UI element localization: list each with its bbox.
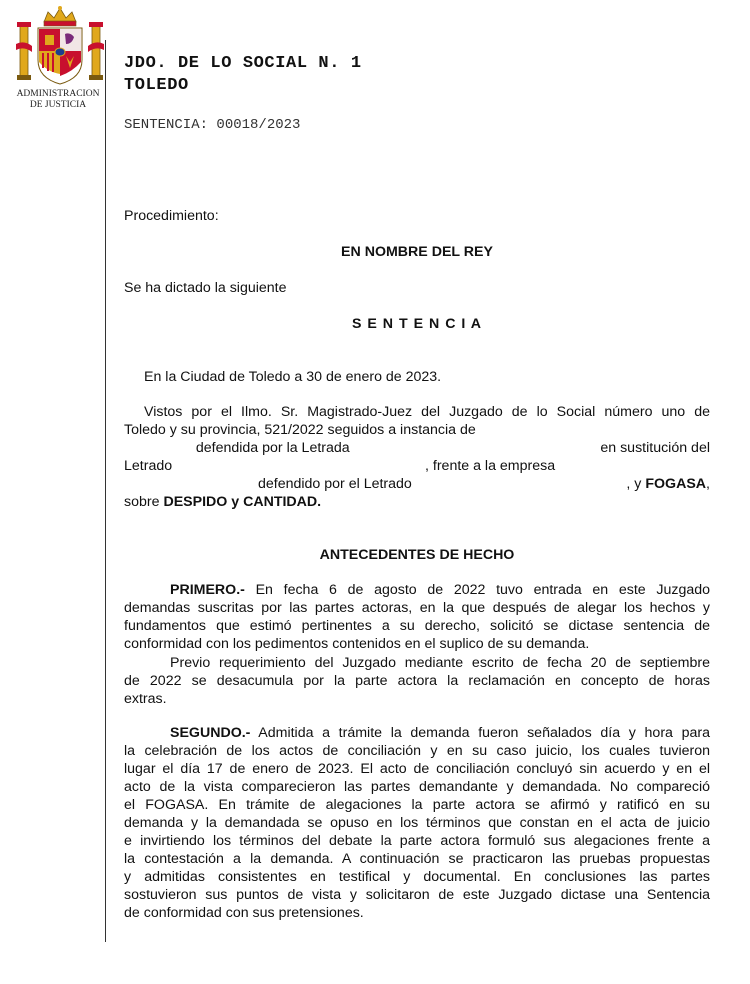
vistos-line-5b: , y [626, 476, 642, 492]
primero-line-4: conformidad con los pedimentos contenidos en el suplico de su demanda. [124, 636, 590, 652]
primero-line-1 [124, 581, 710, 599]
segundo-line-8: la contestación a la demanda. A continuación se practicaron las pruebas propuestas [124, 851, 710, 867]
segundo-line-7: e invirtiendo los términos del debate la parte actora formuló sus alegaciones frente a [124, 833, 710, 849]
coat-of-arms-icon [14, 4, 106, 90]
court-name: JDO. DE LO SOCIAL N. 1 [124, 54, 362, 73]
previo-line-2: de 2022 se desacumula por la parte actora la reclamación en concepto de horas [124, 673, 710, 689]
segundo-line-2: la celebración de los actos de conciliación y en su caso juicio, los cuales tuvieron [124, 743, 710, 759]
segundo-line-4: acto de la vista comparecieron las partes demandante y demandada. No compareció [124, 779, 710, 795]
segundo-line-10: sostuvieron sus puntos de vista y solicitaron de este Juzgado dictase una Sentencia [124, 887, 710, 903]
primero-line-2: demandas suscritas por las partes actoras, en la que después de alegar los hechos y [124, 600, 710, 616]
antecedentes-heading: ANTECEDENTES DE HECHO [319, 547, 515, 563]
margin-rule [105, 40, 106, 942]
se-ha-dictado: Se ha dictado la siguiente [124, 280, 287, 296]
emblem-label [10, 89, 106, 111]
vistos-line-3b: en sustitución del [600, 440, 710, 456]
previo-line-3: extras. [124, 691, 167, 707]
segundo-line-5: el FOGASA. En trámite de alegaciones la parte actora se afirmó y ratificó en su [124, 797, 710, 813]
sentencia-title: S E N T E N C I A [352, 316, 482, 332]
vistos-line-5a: defendido por el Letrado [258, 476, 412, 492]
segundo-line-11: de conformidad con sus pretensiones. [124, 905, 364, 921]
en-nombre-heading: EN NOMBRE DEL REY [341, 244, 493, 260]
emblem-label-line1: ADMINISTRACION [16, 89, 100, 99]
segundo-line-3: lugar el día 17 de enero de 2023. El acto de conciliación concluyó sin acuerdo y en el [124, 761, 710, 777]
vistos-line-6: sobre DESPIDO y CANTIDAD. [124, 494, 322, 510]
vistos-line-2: Toledo y su provincia, 521/2022 seguidos a instancia de [124, 422, 476, 438]
vistos-line-1: Vistos por el Ilmo. Sr. Magistrado-Juez del Juzgado de lo Social número uno de [144, 404, 710, 420]
vistos-fogasa: FOGASA [645, 476, 707, 492]
court-heading [124, 53, 362, 97]
vistos-line-4a: Letrado [124, 458, 173, 474]
primero-label: PRIMERO.- [170, 582, 245, 598]
previo-line-1: Previo requerimiento del Juzgado mediante escrito de fecha 20 de septiembre [170, 655, 710, 671]
vistos-line-5b-wrap: , y FOGASA, [626, 476, 710, 492]
primero-text-1: En fecha 6 de agosto de 2022 tuvo entrada en este Juzgado [255, 582, 711, 598]
vistos-line-3-redacted [124, 439, 350, 457]
segundo-line-6: demanda y la demandada se opuso en los términos que constan en el acta de juicio [124, 815, 710, 831]
sentencia-number: SENTENCIA: 00018/2023 [124, 117, 301, 133]
segundo-line-1 [124, 724, 710, 742]
vistos-line-3a: defendida por la Letrada [195, 440, 350, 456]
vistos-line-6a: sobre [124, 494, 160, 510]
segundo-label: SEGUNDO.- [170, 725, 251, 741]
vistos-line-4b: , frente a la empresa [425, 458, 556, 474]
redacted-block [124, 440, 128, 456]
ciudad-fecha: En la Ciudad de Toledo a 30 de enero de 2023. [144, 369, 442, 385]
primero-line-3: fundamentos que estimó pertinentes a su derecho, solicitó se dictase sentencia de [124, 618, 710, 634]
court-city: TOLEDO [124, 76, 189, 95]
emblem-label-line2: DE JUSTICIA [29, 100, 87, 110]
segundo-text-1: Admitida a trámite la demanda fueron señalados día y hora para [258, 725, 710, 741]
procedimiento-label: Procedimiento: [124, 208, 219, 224]
segundo-line-9: y admitidas consistentes en testifical y documental. En conclusiones las partes [124, 869, 710, 885]
vistos-despido: DESPIDO y CANTIDAD [163, 494, 318, 510]
